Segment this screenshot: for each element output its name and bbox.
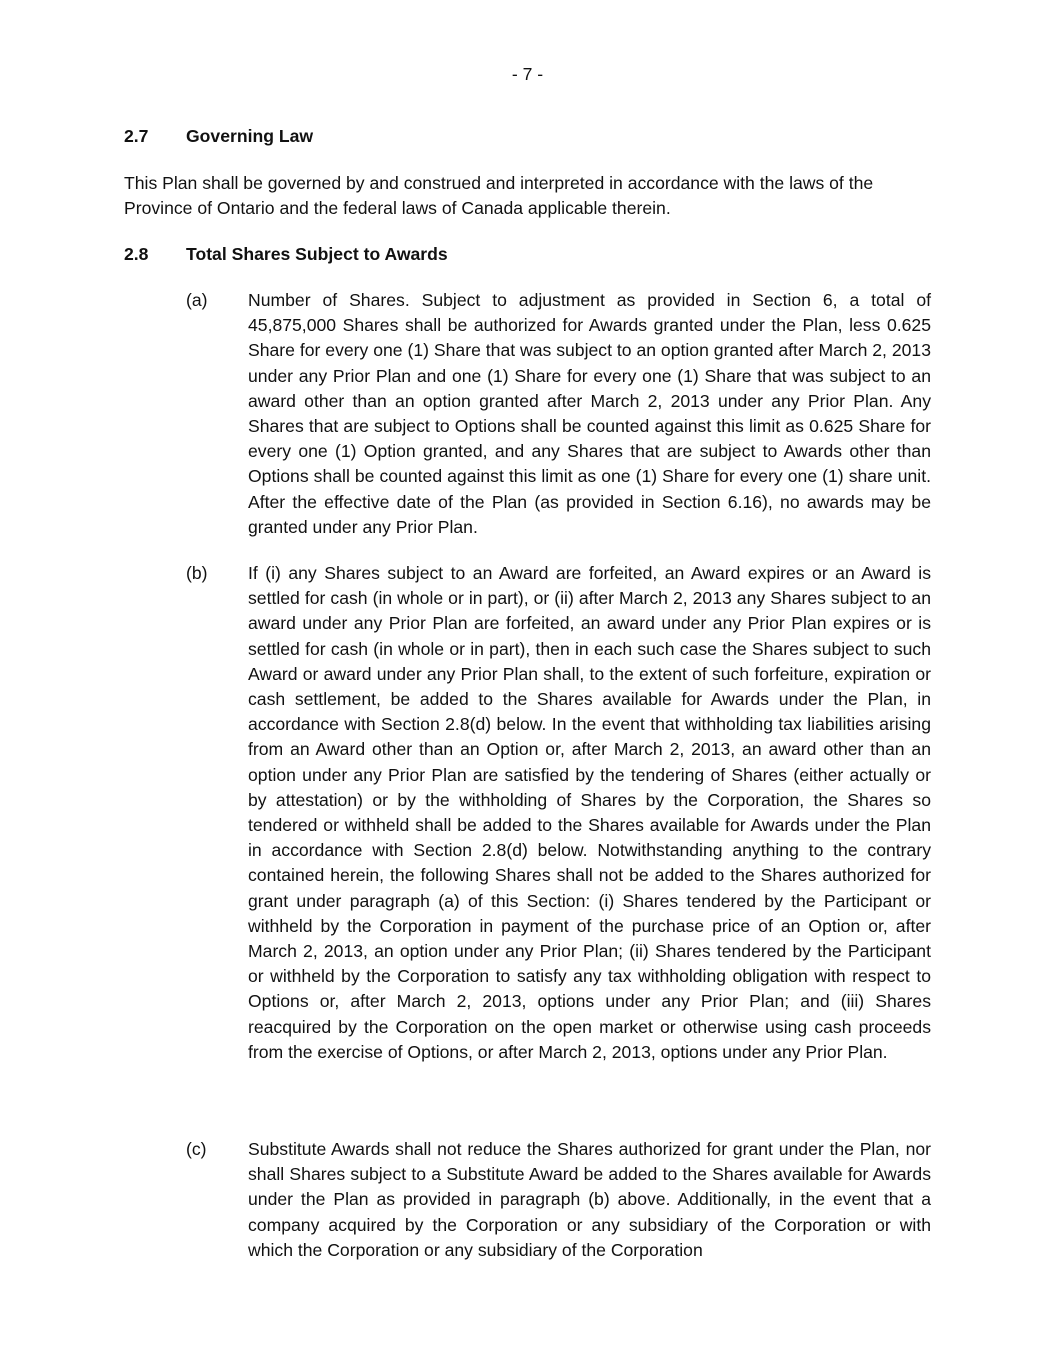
list-item-b xyxy=(186,561,931,1065)
item-label: (c) xyxy=(186,1139,207,1159)
item-text: Number of Shares. Subject to adjustment as provided in Section 6, a total of 45,875,000 Shares shall be authorized for Awards granted under the Plan, less 0.625 Share for every one (1) Share that was subject to an option granted after March 2, 2013 under any Prior Plan and one (1) Share for every one (1) Share that was subject to an award other than an option granted after March 2, 2013 under any Prior Plan. Any Shares that are subject to Options shall be counted against this limit as 0.625 Share for every one (1) Option granted, and any Shares that are subject to Awards other than Options shall be counted against this limit as one (1) Share for every one (1) share unit. After the effective date of the Plan (as provided in Section 6.16), no awards may be granted under any Prior Plan. xyxy=(248,290,931,537)
list-item-c xyxy=(186,1137,931,1263)
section-title: Total Shares Subject to Awards xyxy=(186,244,448,264)
page-number: - 7 - xyxy=(511,64,544,84)
list-item-a xyxy=(186,288,931,540)
item-text: If (i) any Shares subject to an Award are forfeited, an Award expires or an Award is settled for cash (in whole or in part), or (ii) after March 2, 2013 any Shares subject to an award under any Prior Plan are forfeited, an award under any Prior Plan expires or is settled for cash (in whole or in part), then in each such case the Shares subject to such Award or award under any Prior Plan shall, to the extent of such forfeiture, expiration or cash settlement, be added to the Shares available for Awards under the Plan, in accordance with Section 2.8(d) below. In the event that withholding tax liabilities arising from an Award other than an Option or, after March 2, 2013, an award other than an option under any Prior Plan are satisfied by the tendering of Shares (either actually or by attestation) or by the withholding of Shares by the Corporation, the Shares so tendered or withheld shall be added to the Shares available for Awards under the Plan in accordance with Section 2.8(d) below. Notwithstanding anything to the contrary contained herein, the following Shares shall not be added to the Shares authorized for grant under paragraph (a) of this Section: (i) Shares tendered by the Participant or withheld by the Corporation in payment of the purchase price of an Option or, after March 2, 2013, an option under any Prior Plan; (ii) Shares tendered by the Participant or withheld by the Corporation to satisfy any tax withholding obligation with respect to Options or, after March 2, 2013, options under any Prior Plan; and (iii) Shares reacquired by the Corporation on the open market or otherwise using cash proceeds from the exercise of Options, or after March 2, 2013, options under any Prior Plan. xyxy=(248,563,931,1062)
item-label: (a) xyxy=(186,290,208,310)
section-title: Governing Law xyxy=(186,126,314,146)
section-number: 2.8 xyxy=(124,244,149,264)
section-heading-2-7 xyxy=(124,124,313,149)
item-label: (b) xyxy=(186,563,208,583)
item-text: Substitute Awards shall not reduce the Shares authorized for grant under the Plan, nor shall Shares subject to a Substitute Award be added to the Shares available for Awards under the Plan as provided in paragraph (b) above. Additionally, in the event that a company acquired by the Corporation or any subsidiary of the Corporation or with which the Corporation or any subsidiary of the Corporation xyxy=(248,1139,931,1260)
section-number: 2.7 xyxy=(124,126,149,146)
governing-law-paragraph: This Plan shall be governed by and construed and interpreted in accordance with the laws of the Province of Ontario and the federal laws of Canada applicable therein. xyxy=(124,173,874,219)
section-heading-2-8 xyxy=(124,242,448,267)
